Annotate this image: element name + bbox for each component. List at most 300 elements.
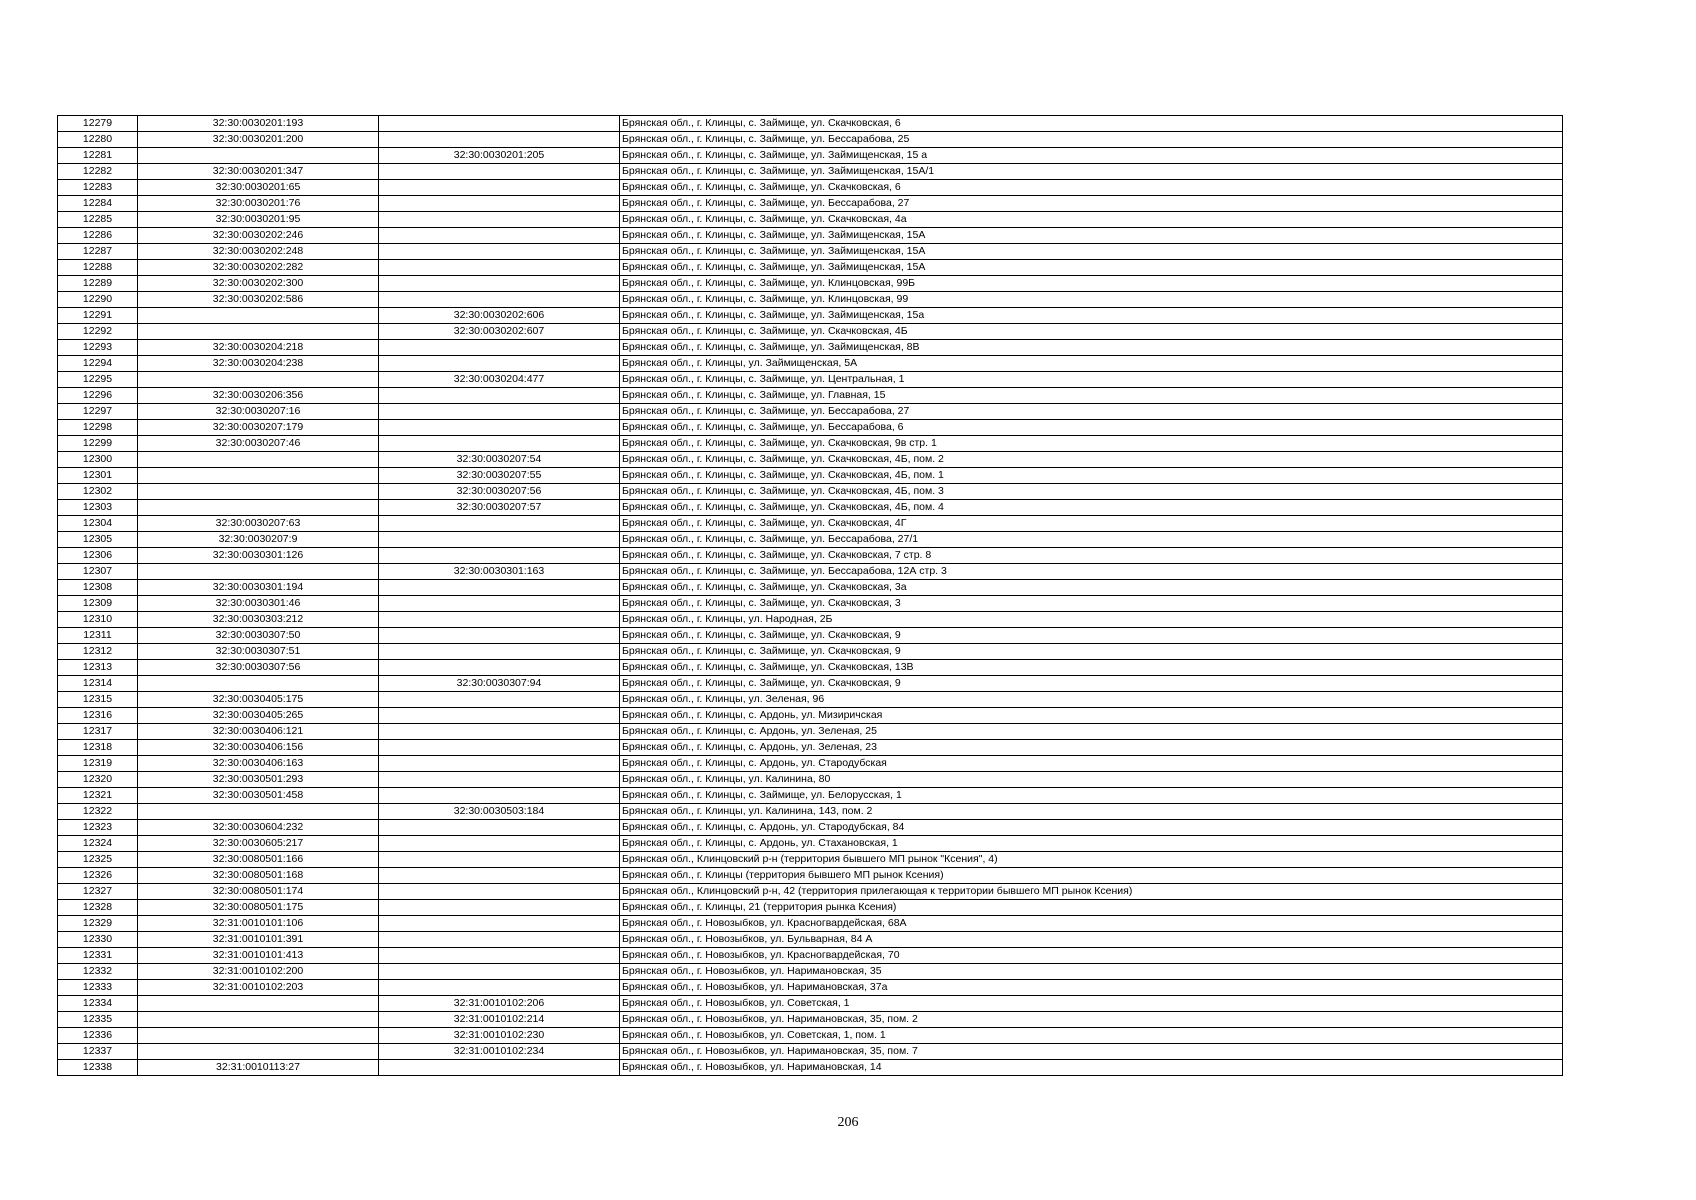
premises-cadastral-number-cell [379,740,620,756]
row-number-cell: 12337 [58,1044,138,1060]
address-cell: Брянская обл., г. Клинцы, с. Займище, ул. Скачковская, 4Г [620,516,1563,532]
premises-cadastral-number-cell: 32:30:0030207:56 [379,484,620,500]
table-row [58,884,1563,900]
table-row [58,900,1563,916]
row-number-cell: 12317 [58,724,138,740]
premises-cadastral-number-cell [379,788,620,804]
table-row [58,244,1563,260]
cadastral-number-cell [138,676,379,692]
cadastral-number-cell [138,324,379,340]
address-cell: Брянская обл., г. Клинцы, ул. Народная, 2Б [620,612,1563,628]
premises-cadastral-number-cell: 32:30:0030201:205 [379,148,620,164]
address-cell: Брянская обл., г. Клинцы, ул. Калинина, 143, пом. 2 [620,804,1563,820]
premises-cadastral-number-cell [379,404,620,420]
row-number-cell: 12280 [58,132,138,148]
premises-cadastral-number-cell [379,660,620,676]
row-number-cell: 12334 [58,996,138,1012]
cadastral-number-cell: 32:30:0030406:121 [138,724,379,740]
table-row [58,468,1563,484]
cadastral-number-cell: 32:31:0010101:413 [138,948,379,964]
row-number-cell: 12327 [58,884,138,900]
address-cell: Брянская обл., г. Клинцы, с. Ардонь, ул. Стародубская [620,756,1563,772]
table-row [58,212,1563,228]
address-cell: Брянская обл., г. Клинцы, с. Займище, ул. Скачковская, 7 стр. 8 [620,548,1563,564]
premises-cadastral-number-cell [379,116,620,132]
row-number-cell: 12305 [58,532,138,548]
premises-cadastral-number-cell [379,900,620,916]
row-number-cell: 12291 [58,308,138,324]
premises-cadastral-number-cell [379,948,620,964]
premises-cadastral-number-cell [379,980,620,996]
cadastral-number-cell: 32:30:0030202:586 [138,292,379,308]
row-number-cell: 12288 [58,260,138,276]
table-row [58,932,1563,948]
row-number-cell: 12282 [58,164,138,180]
row-number-cell: 12299 [58,436,138,452]
table-row [58,628,1563,644]
premises-cadastral-number-cell: 32:30:0030301:163 [379,564,620,580]
row-number-cell: 12300 [58,452,138,468]
cadastral-number-cell: 32:30:0030202:246 [138,228,379,244]
cadastral-number-cell [138,1044,379,1060]
address-cell: Брянская обл., г. Клинцы, с. Займище, ул. Займищенская, 15А [620,244,1563,260]
address-cell: Брянская обл., г. Клинцы, ул. Зеленая, 96 [620,692,1563,708]
table-row [58,820,1563,836]
address-cell: Брянская обл., г. Клинцы, ул. Займищенская, 5А [620,356,1563,372]
row-number-cell: 12319 [58,756,138,772]
cadastral-number-cell: 32:30:0030301:194 [138,580,379,596]
table-row [58,180,1563,196]
cadastral-number-cell: 32:30:0080501:175 [138,900,379,916]
address-cell: Брянская обл., г. Клинцы, с. Займище, ул. Скачковская, 4Б, пом. 4 [620,500,1563,516]
cadastral-number-cell: 32:30:0030405:175 [138,692,379,708]
address-cell: Брянская обл., г. Клинцы, с. Займище, ул. Скачковская, 13В [620,660,1563,676]
cadastral-number-cell: 32:30:0030406:163 [138,756,379,772]
address-cell: Брянская обл., г. Клинцы, с. Займище, ул. Бессарабова, 12А стр. 3 [620,564,1563,580]
premises-cadastral-number-cell [379,420,620,436]
address-cell: Брянская обл., г. Новозыбков, ул. Бульварная, 84 А [620,932,1563,948]
row-number-cell: 12312 [58,644,138,660]
table-row [58,868,1563,884]
table-row [58,196,1563,212]
premises-cadastral-number-cell [379,868,620,884]
address-cell: Брянская обл., г. Новозыбков, ул. Красногвардейская, 68А [620,916,1563,932]
row-number-cell: 12324 [58,836,138,852]
address-cell: Брянская обл., г. Клинцы, с. Займище, ул. Бессарабова, 27 [620,404,1563,420]
row-number-cell: 12308 [58,580,138,596]
address-cell: Брянская обл., г. Клинцы, с. Займище, ул. Скачковская, 9 [620,676,1563,692]
row-number-cell: 12298 [58,420,138,436]
row-number-cell: 12328 [58,900,138,916]
table-row [58,260,1563,276]
premises-cadastral-number-cell [379,180,620,196]
cadastral-number-cell: 32:30:0030201:193 [138,116,379,132]
cadastral-number-cell: 32:30:0030301:126 [138,548,379,564]
page-number: 206 [837,1115,859,1130]
cadastral-number-cell: 32:30:0030204:238 [138,356,379,372]
address-cell: Брянская обл., г. Клинцы, с. Займище, ул. Бессарабова, 27 [620,196,1563,212]
cadastral-number-cell: 32:30:0030201:347 [138,164,379,180]
table-row [58,980,1563,996]
row-number-cell: 12336 [58,1028,138,1044]
row-number-cell: 12304 [58,516,138,532]
cadastral-number-cell: 32:30:0030207:179 [138,420,379,436]
cadastral-number-cell [138,1028,379,1044]
premises-cadastral-number-cell [379,612,620,628]
address-cell: Брянская обл., г. Клинцы, с. Займище, ул. Скачковская, 9 [620,628,1563,644]
cadastral-number-cell [138,372,379,388]
table-row [58,676,1563,692]
cadastral-number-cell [138,468,379,484]
cadastral-number-cell: 32:30:0080501:174 [138,884,379,900]
row-number-cell: 12293 [58,340,138,356]
address-cell: Брянская обл., г. Новозыбков, ул. Советская, 1, пом. 1 [620,1028,1563,1044]
cadastral-number-cell [138,148,379,164]
premises-cadastral-number-cell: 32:30:0030503:184 [379,804,620,820]
address-cell: Брянская обл., г. Клинцы, с. Займище, ул. Займищенская, 15А [620,260,1563,276]
premises-cadastral-number-cell [379,692,620,708]
row-number-cell: 12322 [58,804,138,820]
cadastral-number-cell: 32:30:0030406:156 [138,740,379,756]
row-number-cell: 12329 [58,916,138,932]
premises-cadastral-number-cell [379,852,620,868]
row-number-cell: 12314 [58,676,138,692]
address-cell: Брянская обл., г. Клинцы, с. Займище, ул. Займищенская, 15а [620,308,1563,324]
address-cell: Брянская обл., г. Клинцы, с. Займище, ул. Займищенская, 8В [620,340,1563,356]
address-cell: Брянская обл., г. Клинцы, с. Займище, ул. Бессарабова, 25 [620,132,1563,148]
cadastral-number-cell: 32:30:0030202:300 [138,276,379,292]
table-row [58,532,1563,548]
premises-cadastral-number-cell [379,276,620,292]
premises-cadastral-number-cell [379,436,620,452]
address-cell: Брянская обл., г. Новозыбков, ул. Красногвардейская, 70 [620,948,1563,964]
premises-cadastral-number-cell [379,596,620,612]
table-row [58,292,1563,308]
premises-cadastral-number-cell [379,356,620,372]
row-number-cell: 12325 [58,852,138,868]
premises-cadastral-number-cell [379,820,620,836]
address-cell: Брянская обл., г. Клинцы, с. Ардонь, ул. Зеленая, 25 [620,724,1563,740]
premises-cadastral-number-cell: 32:30:0030207:55 [379,468,620,484]
premises-cadastral-number-cell: 32:30:0030204:477 [379,372,620,388]
premises-cadastral-number-cell [379,388,620,404]
address-cell: Брянская обл., г. Новозыбков, ул. Наримановская, 35 [620,964,1563,980]
row-number-cell: 12318 [58,740,138,756]
row-number-cell: 12297 [58,404,138,420]
row-number-cell: 12287 [58,244,138,260]
cadastral-number-cell: 32:30:0080501:168 [138,868,379,884]
cadastral-number-cell: 32:31:0010102:200 [138,964,379,980]
premises-cadastral-number-cell [379,532,620,548]
row-number-cell: 12323 [58,820,138,836]
row-number-cell: 12303 [58,500,138,516]
cadastral-number-cell: 32:30:0030501:293 [138,772,379,788]
address-cell: Брянская обл., Клинцовский р-н, 42 (территория прилегающая к территории бывшего МП рынок Ксения) [620,884,1563,900]
table-row [58,836,1563,852]
address-cell: Брянская обл., г. Клинцы, с. Займище, ул. Центральная, 1 [620,372,1563,388]
cadastral-number-cell: 32:31:0010101:106 [138,916,379,932]
cadastral-number-cell: 32:30:0030405:265 [138,708,379,724]
address-cell: Брянская обл., г. Клинцы, с. Займище, ул. Займищенская, 15А/1 [620,164,1563,180]
address-cell: Брянская обл., г. Новозыбков, ул. Наримановская, 35, пом. 2 [620,1012,1563,1028]
cadastral-number-cell: 32:30:0030201:76 [138,196,379,212]
table-row [58,500,1563,516]
row-number-cell: 12326 [58,868,138,884]
address-cell: Брянская обл., г. Клинцы, с. Ардонь, ул. Зеленая, 23 [620,740,1563,756]
row-number-cell: 12311 [58,628,138,644]
cadastral-number-cell: 32:30:0030307:51 [138,644,379,660]
table-row [58,308,1563,324]
premises-cadastral-number-cell [379,756,620,772]
cadastral-number-cell: 32:30:0030501:458 [138,788,379,804]
row-number-cell: 12316 [58,708,138,724]
cadastral-number-cell: 32:30:0030301:46 [138,596,379,612]
table-row [58,356,1563,372]
row-number-cell: 12310 [58,612,138,628]
table-row [58,612,1563,628]
premises-cadastral-number-cell: 32:31:0010102:214 [379,1012,620,1028]
premises-cadastral-number-cell: 32:30:0030202:606 [379,308,620,324]
cadastral-number-cell: 32:30:0030202:248 [138,244,379,260]
row-number-cell: 12294 [58,356,138,372]
cadastral-number-cell: 32:31:0010101:391 [138,932,379,948]
address-cell: Брянская обл., г. Клинцы, с. Займище, ул. Скачковская, 3а [620,580,1563,596]
cadastral-number-cell: 32:31:0010102:203 [138,980,379,996]
address-cell: Брянская обл., г. Клинцы, с. Ардонь, ул. Стародубская, 84 [620,820,1563,836]
table-row [58,964,1563,980]
table-row [58,580,1563,596]
table-row [58,164,1563,180]
table-row [58,340,1563,356]
cadastral-number-cell [138,996,379,1012]
cadastral-number-cell: 32:30:0030207:46 [138,436,379,452]
table-row [58,516,1563,532]
row-number-cell: 12283 [58,180,138,196]
row-number-cell: 12281 [58,148,138,164]
premises-cadastral-number-cell: 32:31:0010102:230 [379,1028,620,1044]
table-row [58,548,1563,564]
row-number-cell: 12290 [58,292,138,308]
address-cell: Брянская обл., г. Клинцы, с. Займище, ул. Займищенская, 15 а [620,148,1563,164]
table-row [58,564,1563,580]
table-row [58,788,1563,804]
row-number-cell: 12315 [58,692,138,708]
cadastral-number-cell [138,452,379,468]
table-row [58,724,1563,740]
cadastral-number-cell: 32:30:0080501:166 [138,852,379,868]
table-row [58,388,1563,404]
address-cell: Брянская обл., г. Клинцы, с. Займище, ул. Скачковская, 4Б [620,324,1563,340]
table-row [58,1044,1563,1060]
address-cell: Брянская обл., г. Клинцы, с. Ардонь, ул. Мизиричская [620,708,1563,724]
cadastral-number-cell: 32:30:0030307:56 [138,660,379,676]
cadastral-number-cell [138,564,379,580]
address-cell: Брянская обл., г. Клинцы, с. Займище, ул. Займищенская, 15А [620,228,1563,244]
table-row [58,644,1563,660]
address-cell: Брянская обл., г. Клинцы, с. Займище, ул. Скачковская, 6 [620,116,1563,132]
address-cell: Брянская обл., г. Клинцы, с. Займище, ул. Скачковская, 4Б, пом. 1 [620,468,1563,484]
cadastral-number-cell: 32:30:0030303:212 [138,612,379,628]
address-cell: Брянская обл., г. Клинцы, с. Займище, ул. Скачковская, 9в стр. 1 [620,436,1563,452]
premises-cadastral-number-cell [379,228,620,244]
row-number-cell: 12309 [58,596,138,612]
table-row [58,740,1563,756]
table-row [58,372,1563,388]
registry-table-body [58,116,1563,1076]
row-number-cell: 12302 [58,484,138,500]
table-row [58,228,1563,244]
row-number-cell: 12284 [58,196,138,212]
table-row [58,132,1563,148]
premises-cadastral-number-cell: 32:30:0030207:57 [379,500,620,516]
premises-cadastral-number-cell [379,964,620,980]
table-row [58,276,1563,292]
premises-cadastral-number-cell [379,772,620,788]
address-cell: Брянская обл., г. Клинцы, с. Ардонь, ул. Стахановская, 1 [620,836,1563,852]
cadastral-number-cell: 32:30:0030605:217 [138,836,379,852]
cadastral-number-cell: 32:30:0030206:356 [138,388,379,404]
address-cell: Брянская обл., г. Клинцы, с. Займище, ул. Скачковская, 6 [620,180,1563,196]
premises-cadastral-number-cell [379,340,620,356]
premises-cadastral-number-cell [379,580,620,596]
address-cell: Брянская обл., г. Клинцы, с. Займище, ул. Клинцовская, 99Б [620,276,1563,292]
row-number-cell: 12286 [58,228,138,244]
address-cell: Брянская обл., г. Клинцы (территория бывшего МП рынок Ксения) [620,868,1563,884]
cadastral-number-cell [138,500,379,516]
premises-cadastral-number-cell: 32:31:0010102:234 [379,1044,620,1060]
premises-cadastral-number-cell [379,932,620,948]
row-number-cell: 12320 [58,772,138,788]
cadastral-number-cell [138,484,379,500]
table-row [58,404,1563,420]
row-number-cell: 12285 [58,212,138,228]
cadastral-number-cell [138,308,379,324]
cadastral-number-cell: 32:30:0030201:65 [138,180,379,196]
table-row [58,1012,1563,1028]
row-number-cell: 12306 [58,548,138,564]
cadastral-number-cell [138,1012,379,1028]
address-cell: Брянская обл., г. Клинцы, с. Займище, ул. Скачковская, 4а [620,212,1563,228]
address-cell: Брянская обл., г. Клинцы, с. Займище, ул. Главная, 15 [620,388,1563,404]
premises-cadastral-number-cell [379,292,620,308]
row-number-cell: 12295 [58,372,138,388]
table-row [58,452,1563,468]
cadastral-number-cell: 32:31:0010113:27 [138,1060,379,1076]
table-row [58,436,1563,452]
table-row [58,852,1563,868]
address-cell: Брянская обл., г. Клинцы, с. Займище, ул. Бессарабова, 27/1 [620,532,1563,548]
premises-cadastral-number-cell [379,628,620,644]
row-number-cell: 12332 [58,964,138,980]
table-row [58,116,1563,132]
premises-cadastral-number-cell [379,724,620,740]
table-row [58,996,1563,1012]
table-row [58,692,1563,708]
table-row [58,772,1563,788]
premises-cadastral-number-cell: 32:30:0030202:607 [379,324,620,340]
premises-cadastral-number-cell [379,212,620,228]
premises-cadastral-number-cell [379,196,620,212]
premises-cadastral-number-cell [379,644,620,660]
premises-cadastral-number-cell [379,836,620,852]
premises-cadastral-number-cell [379,132,620,148]
table-row [58,148,1563,164]
row-number-cell: 12330 [58,932,138,948]
cadastral-number-cell: 32:30:0030207:16 [138,404,379,420]
premises-cadastral-number-cell: 32:30:0030307:94 [379,676,620,692]
table-row [58,916,1563,932]
premises-cadastral-number-cell [379,916,620,932]
premises-cadastral-number-cell: 32:30:0030207:54 [379,452,620,468]
address-cell: Брянская обл., г. Клинцы, с. Займище, ул. Скачковская, 3 [620,596,1563,612]
premises-cadastral-number-cell [379,884,620,900]
table-row [58,708,1563,724]
row-number-cell: 12292 [58,324,138,340]
row-number-cell: 12307 [58,564,138,580]
row-number-cell: 12296 [58,388,138,404]
cadastral-number-cell: 32:30:0030204:218 [138,340,379,356]
premises-cadastral-number-cell [379,708,620,724]
address-cell: Брянская обл., г. Новозыбков, ул. Наримановская, 37а [620,980,1563,996]
table-row [58,596,1563,612]
address-cell: Брянская обл., г. Клинцы, с. Займище, ул. Белорусская, 1 [620,788,1563,804]
cadastral-number-cell: 32:30:0030307:50 [138,628,379,644]
cadastral-number-cell: 32:30:0030604:232 [138,820,379,836]
row-number-cell: 12335 [58,1012,138,1028]
address-cell: Брянская обл., г. Новозыбков, ул. Наримановская, 35, пом. 7 [620,1044,1563,1060]
address-cell: Брянская обл., г. Клинцы, с. Займище, ул. Скачковская, 4Б, пом. 3 [620,484,1563,500]
table-row [58,948,1563,964]
address-cell: Брянская обл., г. Клинцы, с. Займище, ул. Клинцовская, 99 [620,292,1563,308]
premises-cadastral-number-cell: 32:31:0010102:206 [379,996,620,1012]
address-cell: Брянская обл., г. Клинцы, ул. Калинина, 80 [620,772,1563,788]
address-cell: Брянская обл., г. Клинцы, с. Займище, ул. Скачковская, 9 [620,644,1563,660]
row-number-cell: 12279 [58,116,138,132]
cadastral-number-cell: 32:30:0030201:200 [138,132,379,148]
row-number-cell: 12313 [58,660,138,676]
table-row [58,324,1563,340]
cadastral-number-cell: 32:30:0030207:63 [138,516,379,532]
cadastral-number-cell: 32:30:0030202:282 [138,260,379,276]
address-cell: Брянская обл., г. Новозыбков, ул. Наримановская, 14 [620,1060,1563,1076]
table-row [58,756,1563,772]
table-row [58,1028,1563,1044]
row-number-cell: 12333 [58,980,138,996]
cadastral-number-cell [138,804,379,820]
table-row [58,1060,1563,1076]
address-cell: Брянская обл., Клинцовский р-н (территория бывшего МП рынок "Ксения", 4) [620,852,1563,868]
premises-cadastral-number-cell [379,260,620,276]
row-number-cell: 12289 [58,276,138,292]
address-cell: Брянская обл., г. Новозыбков, ул. Советская, 1 [620,996,1563,1012]
address-cell: Брянская обл., г. Клинцы, с. Займище, ул. Скачковская, 4Б, пом. 2 [620,452,1563,468]
premises-cadastral-number-cell [379,548,620,564]
row-number-cell: 12321 [58,788,138,804]
premises-cadastral-number-cell [379,1060,620,1076]
cadastral-number-cell: 32:30:0030207:9 [138,532,379,548]
premises-cadastral-number-cell [379,164,620,180]
row-number-cell: 12338 [58,1060,138,1076]
registry-table [57,115,1563,1076]
table-row [58,484,1563,500]
row-number-cell: 12331 [58,948,138,964]
premises-cadastral-number-cell [379,244,620,260]
row-number-cell: 12301 [58,468,138,484]
premises-cadastral-number-cell [379,516,620,532]
cadastral-number-cell: 32:30:0030201:95 [138,212,379,228]
address-cell: Брянская обл., г. Клинцы, с. Займище, ул. Бессарабова, 6 [620,420,1563,436]
table-row [58,420,1563,436]
